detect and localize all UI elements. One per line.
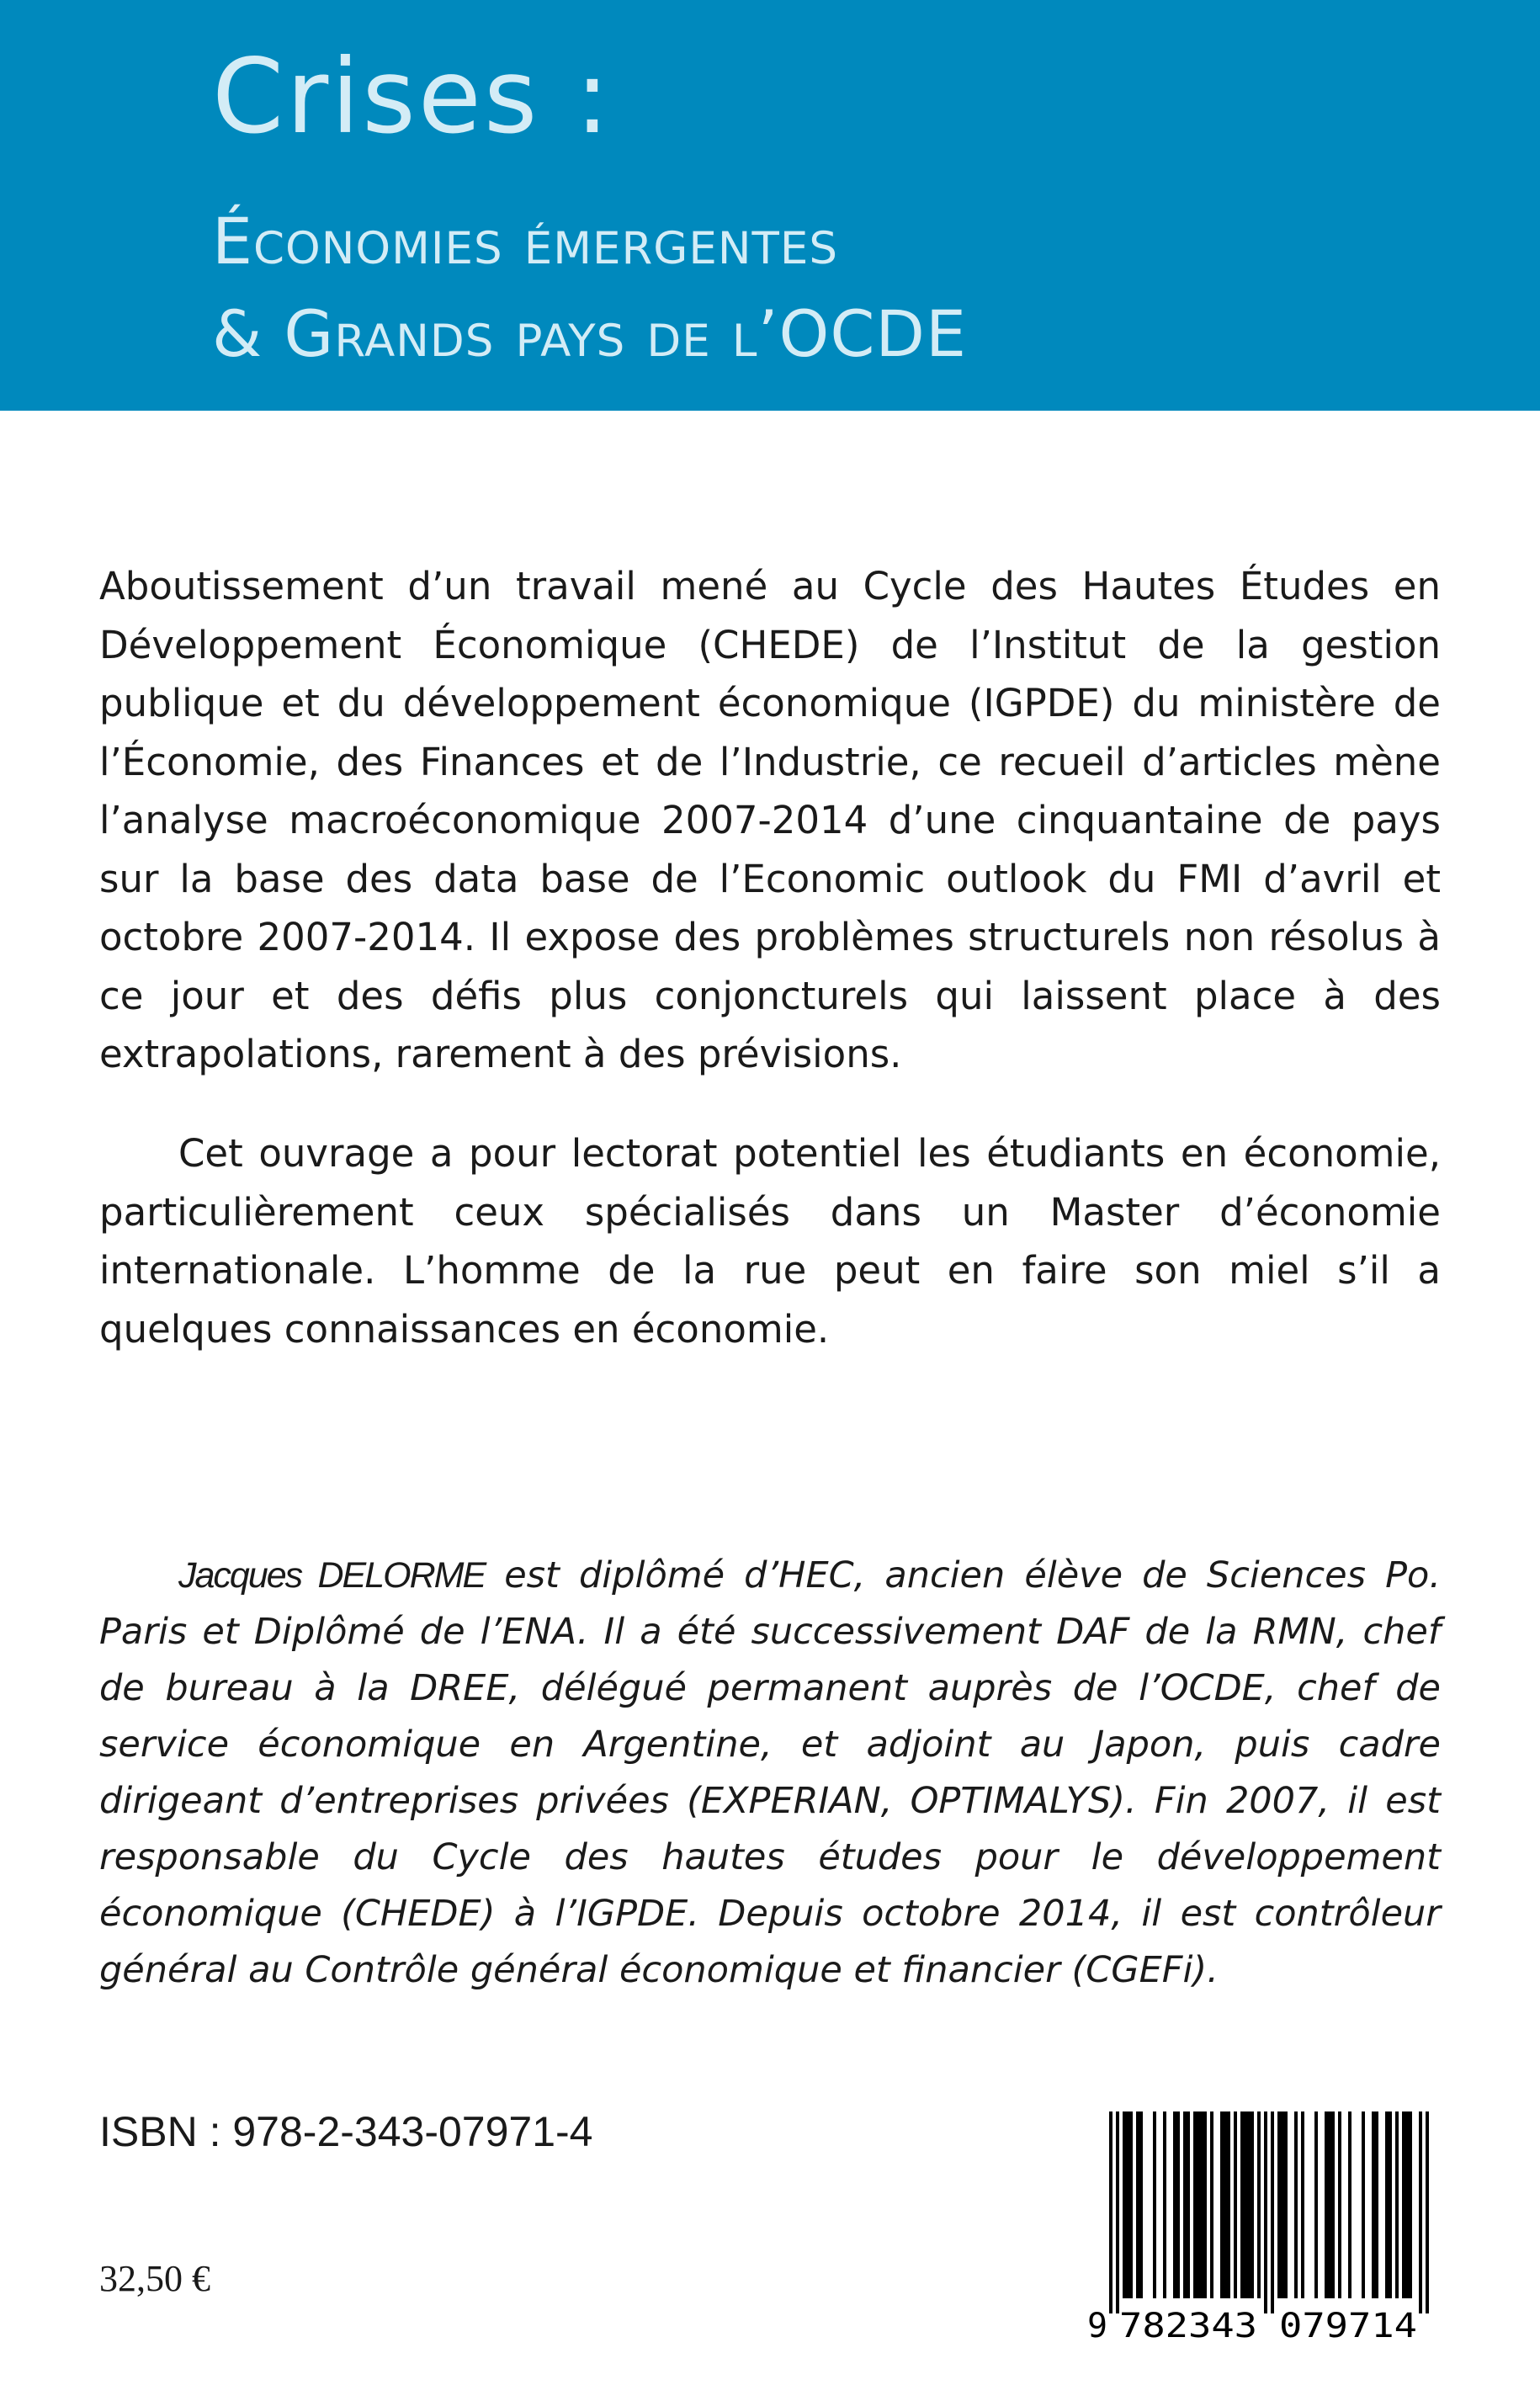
barcode-bar <box>1197 2111 1200 2298</box>
barcode-bar <box>1409 2111 1412 2298</box>
book-title: Crises : <box>212 37 613 157</box>
barcode-bar <box>1176 2111 1180 2298</box>
barcode-bar <box>1247 2111 1251 2298</box>
barcode-bar <box>1234 2111 1237 2298</box>
barcode-bar <box>1109 2111 1113 2313</box>
barcode-bar <box>1395 2111 1399 2298</box>
author-bio <box>99 1548 1441 1999</box>
barcode-bar <box>1193 2111 1197 2298</box>
barcode-bar <box>1405 2111 1409 2298</box>
barcode-bar <box>1348 2111 1351 2298</box>
subtitle-line-2: & Grands pays de l’OCDE <box>212 296 967 371</box>
description-paragraph-1: Aboutissement d’un travail mené au Cycle des Hautes Études en Développement Économique (CHEDE) de l’Institut de la gestion publique et du développement économique (IGPDE) du ministère de l’Économie, des Finances et de l’Industrie, ce recueil d’articles mène l’analyse macroéconomique 2007-2014 d’une cinquantaine de pays sur la base des data base de l’Economic outlook du FMI d’avril et octobre 2007-2014. Il expose des problèmes structurels non résolus à ce jour et des défis plus conjoncturels qui laissent place à des extrapolations, rarement à des prévisions. <box>99 564 1441 1076</box>
subtitle-line-1: Économies émergentes <box>212 204 838 279</box>
barcode-bar <box>1277 2111 1281 2298</box>
author-name: Jacques DELORME <box>178 1555 486 1596</box>
barcode-bar <box>1362 2111 1365 2298</box>
barcode-bar <box>1129 2111 1133 2298</box>
barcode-bar <box>1257 2111 1261 2298</box>
barcode-bar <box>1294 2111 1298 2298</box>
isbn-label: ISBN : 978-2-343-07971-4 <box>99 2108 593 2155</box>
barcode-bar <box>1126 2111 1129 2298</box>
barcode-bar <box>1314 2111 1318 2298</box>
barcode-bar <box>1203 2111 1207 2298</box>
barcode-bar <box>1173 2111 1176 2298</box>
barcode-bar <box>1187 2111 1190 2298</box>
barcode-digit-first: 9 <box>1087 2307 1108 2343</box>
barcode-digits-left: 782343 <box>1119 2307 1257 2343</box>
barcode-digits-right: 079714 <box>1279 2307 1417 2343</box>
barcode-bar <box>1372 2111 1375 2298</box>
barcode-bar <box>1139 2111 1143 2298</box>
barcode-bar <box>1301 2111 1304 2298</box>
barcode-bar <box>1338 2111 1341 2298</box>
barcode-bar <box>1244 2111 1247 2298</box>
barcode-bar <box>1264 2111 1267 2313</box>
barcode-bar <box>1210 2111 1213 2298</box>
barcode-bar <box>1281 2111 1284 2298</box>
cover-header <box>0 0 1540 411</box>
barcode-bar <box>1426 2111 1429 2313</box>
barcode-bars <box>1109 2111 1429 2313</box>
barcode-bar <box>1123 2111 1126 2298</box>
book-subtitle <box>212 195 967 380</box>
barcode-bar <box>1220 2111 1224 2298</box>
barcode-bar <box>1227 2111 1230 2298</box>
barcode <box>1087 2111 1442 2343</box>
barcode-bar <box>1153 2111 1156 2298</box>
barcode-bar <box>1284 2111 1288 2298</box>
author-bio-text: est diplômé d’HEC, ancien élève de Sciences Po. Paris et Diplômé de l’ENA. Il a été successivement DAF de la RMN, chef de bureau à la DREE, délégué permanent auprès de l’OCDE, chef de service économique en Argentine, et adjoint au Japon, puis cadre dirigeant d’entreprises privées (EXPERIAN, OPTIMALYS). Fin 2007, il est responsable du Cycle des hautes études pour le développement économique (CHEDE) à l’IGPDE. Depuis octobre 2014, il est contrôleur général au Contrôle général économique et financier (CGEFi). <box>99 1554 1441 1991</box>
description-paragraph-2: Cet ouvrage a pour lectorat potentiel les étudiants en économie, particulièrement ceux spécialisés dans un Master d’économie internationale. L’homme de la rue peut en faire son miel s’il a quelques connaissances en économie. <box>99 1131 1441 1352</box>
barcode-bar <box>1251 2111 1254 2298</box>
barcode-bar <box>1224 2111 1227 2298</box>
price-label: 32,50 € <box>99 2258 210 2299</box>
barcode-bar <box>1375 2111 1378 2298</box>
barcode-bar <box>1163 2111 1166 2298</box>
barcode-bar <box>1200 2111 1203 2298</box>
barcode-bar <box>1402 2111 1405 2298</box>
barcode-bar <box>1328 2111 1331 2298</box>
barcode-bar <box>1271 2111 1274 2313</box>
barcode-bar <box>1183 2111 1187 2298</box>
barcode-bar <box>1116 2111 1119 2313</box>
barcode-bar <box>1385 2111 1389 2298</box>
barcode-bar <box>1240 2111 1244 2298</box>
barcode-bar <box>1136 2111 1139 2298</box>
barcode-bar <box>1419 2111 1422 2313</box>
barcode-bar <box>1331 2111 1335 2298</box>
barcode-bar <box>1325 2111 1328 2298</box>
barcode-bar <box>1389 2111 1392 2298</box>
